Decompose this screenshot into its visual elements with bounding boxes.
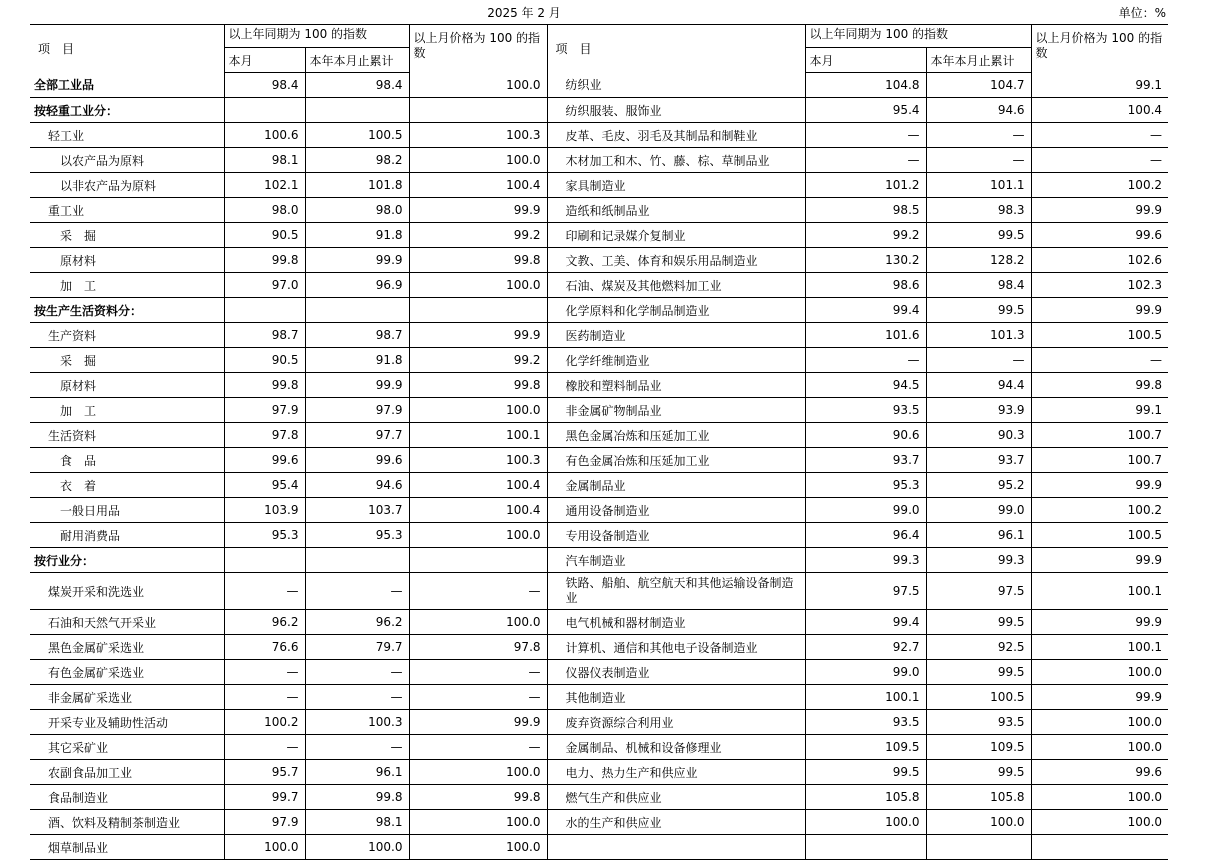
- table-row: [30, 423, 1168, 448]
- value-mom-left: 99.8: [409, 373, 547, 398]
- value-ytd-right: [926, 835, 1031, 860]
- table-row: [30, 710, 1168, 735]
- value-this-month-right: 94.5: [805, 373, 926, 398]
- row-label-left: 轻工业: [30, 123, 224, 148]
- value-this-month-right: 95.4: [805, 98, 926, 123]
- row-label-right: 金属制品业: [547, 473, 805, 498]
- value-this-month-left: —: [224, 735, 305, 760]
- table-row: [30, 148, 1168, 173]
- value-this-month-right: —: [805, 348, 926, 373]
- row-label-right: 废弃资源综合利用业: [547, 710, 805, 735]
- value-ytd-left: 103.7: [305, 498, 409, 523]
- table-row: [30, 273, 1168, 298]
- value-ytd-left: —: [305, 735, 409, 760]
- row-label-left: 按生产生活资料分：: [30, 298, 224, 323]
- value-this-month-right: 95.3: [805, 473, 926, 498]
- table-row: [30, 523, 1168, 548]
- value-mom-right: [1031, 835, 1168, 860]
- table-row: [30, 348, 1168, 373]
- value-ytd-left: 98.7: [305, 323, 409, 348]
- value-mom-right: 100.5: [1031, 323, 1168, 348]
- value-this-month-right: 130.2: [805, 248, 926, 273]
- report-period: 2025 年 2 月: [487, 6, 561, 20]
- value-this-month-left: 103.9: [224, 498, 305, 523]
- row-label-left: 煤炭开采和洗选业: [30, 573, 224, 610]
- value-mom-right: 100.4: [1031, 98, 1168, 123]
- row-label-left: 全部工业品: [30, 73, 224, 98]
- value-ytd-right: 94.4: [926, 373, 1031, 398]
- value-mom-left: [409, 298, 547, 323]
- row-label-left: 耐用消费品: [30, 523, 224, 548]
- table-row: [30, 323, 1168, 348]
- row-label-left: 以非农产品为原料: [30, 173, 224, 198]
- row-label-left: 衣 着: [30, 473, 224, 498]
- value-mom-left: 100.0: [409, 73, 547, 98]
- value-ytd-right: 94.6: [926, 98, 1031, 123]
- value-this-month-left: 99.8: [224, 373, 305, 398]
- value-this-month-right: 105.8: [805, 785, 926, 810]
- value-this-month-right: 99.5: [805, 760, 926, 785]
- row-label-right: 化学纤维制造业: [547, 348, 805, 373]
- row-label-left: 其它采矿业: [30, 735, 224, 760]
- row-label-right: 仪器仪表制造业: [547, 660, 805, 685]
- row-label-right: 皮革、毛皮、羽毛及其制品和制鞋业: [547, 123, 805, 148]
- value-mom-right: —: [1031, 123, 1168, 148]
- row-label-right: 有色金属冶炼和压延加工业: [547, 448, 805, 473]
- unit-label: 单位：%: [1118, 6, 1166, 20]
- value-mom-right: 100.0: [1031, 785, 1168, 810]
- row-label-right: 燃气生产和供应业: [547, 785, 805, 810]
- value-mom-right: 100.0: [1031, 735, 1168, 760]
- value-ytd-left: 95.3: [305, 523, 409, 548]
- value-this-month-right: 109.5: [805, 735, 926, 760]
- row-label-left: 非金属矿采选业: [30, 685, 224, 710]
- value-mom-left: 99.9: [409, 198, 547, 223]
- value-ytd-right: 97.5: [926, 573, 1031, 610]
- row-label-right: 家具制造业: [547, 173, 805, 198]
- value-mom-right: 99.1: [1031, 73, 1168, 98]
- row-label-left: 有色金属矿采选业: [30, 660, 224, 685]
- value-ytd-right: 92.5: [926, 635, 1031, 660]
- row-label-right: 印刷和记录媒介复制业: [547, 223, 805, 248]
- value-this-month-right: 99.4: [805, 610, 926, 635]
- table-row: [30, 123, 1168, 148]
- value-mom-right: 100.5: [1031, 523, 1168, 548]
- value-this-month-left: —: [224, 685, 305, 710]
- row-label-left: 采 掘: [30, 223, 224, 248]
- value-mom-left: 99.2: [409, 223, 547, 248]
- value-this-month-left: —: [224, 660, 305, 685]
- value-ytd-right: 99.5: [926, 760, 1031, 785]
- value-ytd-right: 99.5: [926, 298, 1031, 323]
- value-mom-right: 100.0: [1031, 660, 1168, 685]
- value-this-month-left: —: [224, 573, 305, 610]
- row-label-left: 采 掘: [30, 348, 224, 373]
- row-label-left: 原材料: [30, 248, 224, 273]
- row-label-left: 生产资料: [30, 323, 224, 348]
- row-label-right: 水的生产和供应业: [547, 810, 805, 835]
- value-ytd-right: 100.5: [926, 685, 1031, 710]
- row-label-right: 石油、煤炭及其他燃料加工业: [547, 273, 805, 298]
- table-row: [30, 548, 1168, 573]
- row-label-right: 铁路、船舶、航空航天和其他运输设备制造业: [547, 573, 805, 610]
- value-ytd-left: 99.8: [305, 785, 409, 810]
- value-ytd-right: 93.7: [926, 448, 1031, 473]
- value-mom-left: [409, 98, 547, 123]
- row-label-right: [547, 835, 805, 860]
- value-mom-right: 102.3: [1031, 273, 1168, 298]
- this-month-header-left: 本月: [224, 48, 305, 73]
- value-this-month-left: 98.1: [224, 148, 305, 173]
- value-mom-left: 100.0: [409, 523, 547, 548]
- value-ytd-right: 109.5: [926, 735, 1031, 760]
- value-this-month-left: 76.6: [224, 635, 305, 660]
- value-mom-left: 99.9: [409, 323, 547, 348]
- row-label-right: 汽车制造业: [547, 548, 805, 573]
- row-label-right: 医药制造业: [547, 323, 805, 348]
- row-label-right: 其他制造业: [547, 685, 805, 710]
- mom-header-left: 以上月价格为 100 的指数: [409, 25, 547, 73]
- value-this-month-right: 99.0: [805, 498, 926, 523]
- value-mom-left: 100.4: [409, 173, 547, 198]
- table-row: [30, 298, 1168, 323]
- table-row: [30, 173, 1168, 198]
- value-this-month-right: 97.5: [805, 573, 926, 610]
- value-this-month-right: 99.3: [805, 548, 926, 573]
- value-this-month-left: 97.8: [224, 423, 305, 448]
- value-mom-right: 99.9: [1031, 685, 1168, 710]
- value-ytd-right: 99.0: [926, 498, 1031, 523]
- table-row: [30, 473, 1168, 498]
- value-this-month-left: 99.8: [224, 248, 305, 273]
- row-label-left: 以农产品为原料: [30, 148, 224, 173]
- row-label-left: 按行业分：: [30, 548, 224, 573]
- ytd-header-right: 本年本月止累计: [926, 48, 1031, 73]
- value-ytd-left: 97.7: [305, 423, 409, 448]
- value-ytd-right: 96.1: [926, 523, 1031, 548]
- value-mom-right: —: [1031, 348, 1168, 373]
- value-this-month-right: —: [805, 148, 926, 173]
- value-this-month-left: 99.7: [224, 785, 305, 810]
- mom-header-right: 以上月价格为 100 的指数: [1031, 25, 1168, 73]
- value-ytd-right: 95.2: [926, 473, 1031, 498]
- value-ytd-left: 96.1: [305, 760, 409, 785]
- value-ytd-right: 98.4: [926, 273, 1031, 298]
- value-ytd-left: 99.6: [305, 448, 409, 473]
- value-mom-left: 100.0: [409, 273, 547, 298]
- value-mom-left: 99.8: [409, 248, 547, 273]
- row-label-right: 非金属矿物制品业: [547, 398, 805, 423]
- value-mom-right: 100.0: [1031, 810, 1168, 835]
- row-label-right: 纺织服装、服饰业: [547, 98, 805, 123]
- row-label-left: 按轻重工业分：: [30, 98, 224, 123]
- value-this-month-right: 101.6: [805, 323, 926, 348]
- item-header-left: 项 目: [38, 42, 75, 57]
- value-this-month-right: 96.4: [805, 523, 926, 548]
- value-ytd-left: 96.9: [305, 273, 409, 298]
- row-label-right: 电力、热力生产和供应业: [547, 760, 805, 785]
- value-ytd-left: 99.9: [305, 248, 409, 273]
- row-label-left: 一般日用品: [30, 498, 224, 523]
- row-label-right: 橡胶和塑料制品业: [547, 373, 805, 398]
- row-label-left: 食品制造业: [30, 785, 224, 810]
- value-this-month-right: 99.4: [805, 298, 926, 323]
- value-ytd-left: 100.5: [305, 123, 409, 148]
- value-this-month-left: 97.9: [224, 810, 305, 835]
- value-ytd-left: 99.9: [305, 373, 409, 398]
- value-mom-right: 99.6: [1031, 223, 1168, 248]
- value-mom-right: 102.6: [1031, 248, 1168, 273]
- value-this-month-right: 100.0: [805, 810, 926, 835]
- row-label-left: 酒、饮料及精制茶制造业: [30, 810, 224, 835]
- value-this-month-left: 95.7: [224, 760, 305, 785]
- value-mom-left: 100.0: [409, 835, 547, 860]
- value-mom-left: 99.8: [409, 785, 547, 810]
- value-this-month-left: 100.6: [224, 123, 305, 148]
- table-row: [30, 685, 1168, 710]
- value-mom-right: 99.9: [1031, 298, 1168, 323]
- table-row: [30, 73, 1168, 98]
- value-ytd-right: 128.2: [926, 248, 1031, 273]
- value-ytd-left: 100.0: [305, 835, 409, 860]
- value-ytd-right: 101.1: [926, 173, 1031, 198]
- row-label-left: 重工业: [30, 198, 224, 223]
- value-ytd-right: —: [926, 348, 1031, 373]
- value-this-month-right: 100.1: [805, 685, 926, 710]
- value-ytd-left: —: [305, 573, 409, 610]
- value-this-month-left: 100.0: [224, 835, 305, 860]
- value-ytd-right: 104.7: [926, 73, 1031, 98]
- table-row: [30, 660, 1168, 685]
- price-index-table: [30, 24, 1168, 860]
- table-row: [30, 448, 1168, 473]
- value-this-month-left: [224, 98, 305, 123]
- value-ytd-left: 91.8: [305, 348, 409, 373]
- value-mom-right: 99.1: [1031, 398, 1168, 423]
- row-label-right: 黑色金属冶炼和压延加工业: [547, 423, 805, 448]
- table-row: [30, 398, 1168, 423]
- value-this-month-left: [224, 548, 305, 573]
- table-row: [30, 498, 1168, 523]
- value-this-month-left: 98.4: [224, 73, 305, 98]
- value-ytd-right: 93.9: [926, 398, 1031, 423]
- value-ytd-right: 101.3: [926, 323, 1031, 348]
- value-this-month-left: 100.2: [224, 710, 305, 735]
- value-mom-right: 100.0: [1031, 710, 1168, 735]
- value-mom-left: 99.9: [409, 710, 547, 735]
- row-label-right: 纺织业: [547, 73, 805, 98]
- value-mom-left: 99.2: [409, 348, 547, 373]
- value-mom-right: 100.1: [1031, 573, 1168, 610]
- value-this-month-right: 90.6: [805, 423, 926, 448]
- value-this-month-left: 95.4: [224, 473, 305, 498]
- row-label-right: 造纸和纸制品业: [547, 198, 805, 223]
- value-ytd-right: 90.3: [926, 423, 1031, 448]
- value-mom-right: 100.7: [1031, 423, 1168, 448]
- value-ytd-left: 91.8: [305, 223, 409, 248]
- this-month-header-right: 本月: [805, 48, 926, 73]
- value-mom-left: 100.0: [409, 760, 547, 785]
- value-ytd-left: 100.3: [305, 710, 409, 735]
- value-ytd-right: 99.5: [926, 223, 1031, 248]
- table-row: [30, 573, 1168, 610]
- row-label-right: 文教、工美、体育和娱乐用品制造业: [547, 248, 805, 273]
- value-this-month-left: 99.6: [224, 448, 305, 473]
- value-ytd-left: 98.0: [305, 198, 409, 223]
- value-this-month-right: 93.7: [805, 448, 926, 473]
- value-mom-left: 100.0: [409, 810, 547, 835]
- value-ytd-right: 99.5: [926, 610, 1031, 635]
- value-ytd-left: [305, 298, 409, 323]
- value-mom-right: —: [1031, 148, 1168, 173]
- value-ytd-right: 105.8: [926, 785, 1031, 810]
- value-ytd-left: [305, 548, 409, 573]
- value-mom-right: 100.2: [1031, 498, 1168, 523]
- value-ytd-right: —: [926, 148, 1031, 173]
- row-label-right: 化学原料和化学制品制造业: [547, 298, 805, 323]
- row-label-right: 专用设备制造业: [547, 523, 805, 548]
- value-mom-right: 100.7: [1031, 448, 1168, 473]
- value-this-month-left: 95.3: [224, 523, 305, 548]
- row-label-right: 电气机械和器材制造业: [547, 610, 805, 635]
- value-this-month-left: 98.7: [224, 323, 305, 348]
- value-this-month-left: 90.5: [224, 348, 305, 373]
- value-ytd-left: 97.9: [305, 398, 409, 423]
- value-ytd-left: —: [305, 685, 409, 710]
- row-label-right: 通用设备制造业: [547, 498, 805, 523]
- row-label-left: 农副食品加工业: [30, 760, 224, 785]
- value-ytd-left: 79.7: [305, 635, 409, 660]
- value-ytd-right: 98.3: [926, 198, 1031, 223]
- value-mom-left: —: [409, 685, 547, 710]
- value-this-month-right: 93.5: [805, 398, 926, 423]
- value-ytd-right: 99.3: [926, 548, 1031, 573]
- yoy-group-header-right: 以上年同期为 100 的指数: [805, 25, 1031, 48]
- value-this-month-left: 98.0: [224, 198, 305, 223]
- row-label-left: 生活资料: [30, 423, 224, 448]
- value-ytd-left: 98.4: [305, 73, 409, 98]
- table-row: [30, 98, 1168, 123]
- value-ytd-left: 101.8: [305, 173, 409, 198]
- value-mom-left: [409, 548, 547, 573]
- value-mom-left: 97.8: [409, 635, 547, 660]
- row-label-left: 开采专业及辅助性活动: [30, 710, 224, 735]
- value-this-month-right: 101.2: [805, 173, 926, 198]
- value-mom-left: 100.0: [409, 148, 547, 173]
- value-this-month-right: 93.5: [805, 710, 926, 735]
- table-row: [30, 835, 1168, 860]
- value-mom-left: 100.4: [409, 498, 547, 523]
- value-ytd-left: 98.2: [305, 148, 409, 173]
- value-this-month-left: 97.9: [224, 398, 305, 423]
- yoy-group-header-left: 以上年同期为 100 的指数: [224, 25, 409, 48]
- row-label-left: 原材料: [30, 373, 224, 398]
- value-mom-left: 100.0: [409, 398, 547, 423]
- value-this-month-right: 98.5: [805, 198, 926, 223]
- row-label-left: 黑色金属矿采选业: [30, 635, 224, 660]
- row-label-left: 石油和天然气开采业: [30, 610, 224, 635]
- value-this-month-right: [805, 835, 926, 860]
- value-ytd-right: —: [926, 123, 1031, 148]
- value-this-month-left: 97.0: [224, 273, 305, 298]
- value-ytd-left: 94.6: [305, 473, 409, 498]
- table-row: [30, 810, 1168, 835]
- value-mom-left: 100.3: [409, 123, 547, 148]
- value-this-month-right: 92.7: [805, 635, 926, 660]
- value-mom-left: 100.3: [409, 448, 547, 473]
- value-this-month-right: 104.8: [805, 73, 926, 98]
- value-ytd-right: 100.0: [926, 810, 1031, 835]
- value-this-month-right: 98.6: [805, 273, 926, 298]
- table-row: [30, 373, 1168, 398]
- table-row: [30, 610, 1168, 635]
- value-mom-left: 100.4: [409, 473, 547, 498]
- value-mom-left: 100.0: [409, 610, 547, 635]
- value-this-month-right: 99.2: [805, 223, 926, 248]
- value-ytd-left: —: [305, 660, 409, 685]
- value-mom-right: 99.9: [1031, 473, 1168, 498]
- value-ytd-left: 96.2: [305, 610, 409, 635]
- value-mom-left: —: [409, 573, 547, 610]
- value-ytd-right: 99.5: [926, 660, 1031, 685]
- value-mom-left: —: [409, 660, 547, 685]
- table-row: [30, 785, 1168, 810]
- table-row: [30, 735, 1168, 760]
- row-label-right: 计算机、通信和其他电子设备制造业: [547, 635, 805, 660]
- value-mom-left: 100.1: [409, 423, 547, 448]
- table-row: [30, 223, 1168, 248]
- value-this-month-right: 99.0: [805, 660, 926, 685]
- value-this-month-left: [224, 298, 305, 323]
- value-mom-left: —: [409, 735, 547, 760]
- row-label-left: 加 工: [30, 273, 224, 298]
- table-row: [30, 635, 1168, 660]
- value-mom-right: 99.8: [1031, 373, 1168, 398]
- table-row: [30, 248, 1168, 273]
- value-mom-right: 99.9: [1031, 548, 1168, 573]
- value-ytd-left: [305, 98, 409, 123]
- value-this-month-left: 102.1: [224, 173, 305, 198]
- value-mom-right: 99.6: [1031, 760, 1168, 785]
- row-label-left: 烟草制品业: [30, 835, 224, 860]
- item-header-right: 项 目: [547, 25, 805, 73]
- row-label-right: 金属制品、机械和设备修理业: [547, 735, 805, 760]
- table-row: [30, 198, 1168, 223]
- value-mom-right: 99.9: [1031, 610, 1168, 635]
- row-label-right: 木材加工和木、竹、藤、棕、草制品业: [547, 148, 805, 173]
- value-mom-right: 99.9: [1031, 198, 1168, 223]
- row-label-left: 食 品: [30, 448, 224, 473]
- value-mom-right: 100.2: [1031, 173, 1168, 198]
- value-this-month-right: —: [805, 123, 926, 148]
- value-this-month-left: 90.5: [224, 223, 305, 248]
- value-this-month-left: 96.2: [224, 610, 305, 635]
- row-label-left: 加 工: [30, 398, 224, 423]
- value-ytd-left: 98.1: [305, 810, 409, 835]
- value-ytd-right: 93.5: [926, 710, 1031, 735]
- ytd-header-left: 本年本月止累计: [305, 48, 409, 73]
- value-mom-right: 100.1: [1031, 635, 1168, 660]
- table-row: [30, 760, 1168, 785]
